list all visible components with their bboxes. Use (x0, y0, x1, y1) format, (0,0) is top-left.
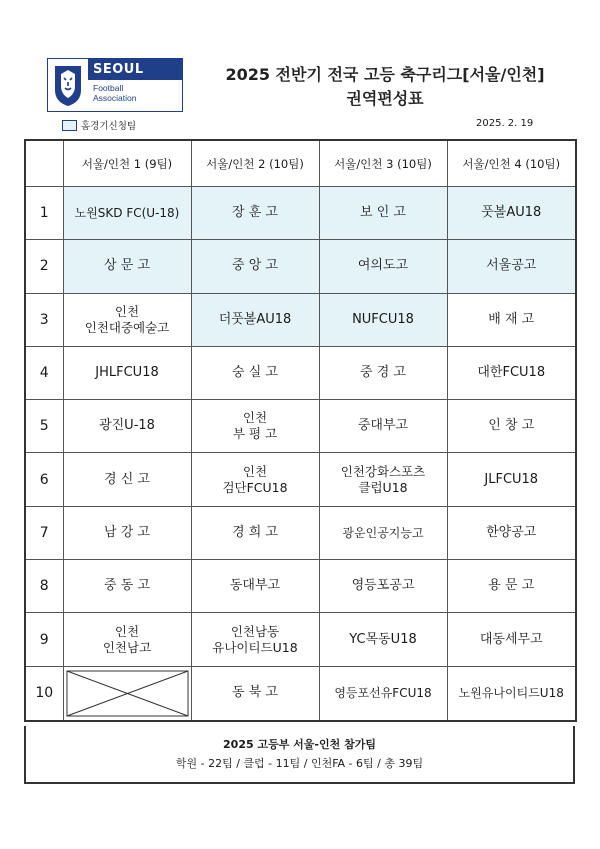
page-title: 2025 전반기 전국 고등 축구리그[서울/인천] (225, 65, 545, 84)
team-cell: 숭 실 고 (191, 346, 319, 399)
team-cell: 인천 부 평 고 (191, 400, 319, 453)
group-header: 서울/인천 3 (10팀) (319, 140, 447, 187)
team-cell: 경 신 고 (63, 453, 191, 506)
group-header: 서울/인천 4 (10팀) (447, 140, 576, 187)
team-cell: 영등포공고 (319, 560, 447, 613)
team-cell: 동대부고 (191, 560, 319, 613)
empty-slot-cross (63, 666, 191, 721)
team-cell: 대한FCU18 (447, 346, 576, 399)
team-cell: 인천 인천대중예술고 (63, 293, 191, 346)
table-row (25, 240, 576, 293)
team-cell: 대동세무고 (447, 613, 576, 666)
team-cell: 남 강 고 (63, 506, 191, 559)
team-cell: 중대부고 (319, 400, 447, 453)
row-number: 5 (25, 400, 63, 453)
seoul-fa-logo (47, 58, 183, 112)
legend-label: 홈경기신청팀 (81, 121, 137, 132)
table-row (25, 506, 576, 559)
team-cell: 영등포선유FCU18 (319, 666, 447, 721)
footer-counts: 학원 - 22팀 / 클럽 - 11팀 / 인천FA - 6팀 / 총 39팀 (175, 757, 424, 770)
logo-line2: Association (93, 93, 137, 103)
team-cell: 용 문 고 (447, 560, 576, 613)
team-cell: 인천 검단FCU18 (191, 453, 319, 506)
table-row (25, 560, 576, 613)
logo-name: SEOUL (88, 59, 182, 80)
cross-icon (64, 667, 191, 720)
header-row (25, 140, 576, 187)
team-cell: JLFCU18 (447, 453, 576, 506)
team-cell: 인 창 고 (447, 400, 576, 453)
team-cell: 중 앙 고 (191, 240, 319, 293)
team-cell: 노원유나이티드U18 (447, 666, 576, 721)
lion-emblem-icon (48, 59, 88, 111)
team-cell: JHLFCU18 (63, 346, 191, 399)
team-cell: 더풋볼AU18 (191, 293, 319, 346)
team-cell: 풋볼AU18 (447, 187, 576, 240)
home-highlight-swatch-icon (62, 120, 77, 131)
row-number: 8 (25, 560, 63, 613)
team-cell: 보 인 고 (319, 187, 447, 240)
team-cell: 인천 인천남고 (63, 613, 191, 666)
team-cell: 인천강화스포츠 클럽U18 (319, 453, 447, 506)
row-number: 3 (25, 293, 63, 346)
corner-cell (25, 140, 63, 187)
team-cell: 장 훈 고 (191, 187, 319, 240)
team-cell: 동 북 고 (191, 666, 319, 721)
footer-title: 2025 고등부 서울-인천 참가팀 (223, 738, 376, 751)
team-cell: 중 동 고 (63, 560, 191, 613)
row-number: 1 (25, 187, 63, 240)
team-cell: 노원SKD FC(U-18) (63, 187, 191, 240)
group-header: 서울/인천 2 (10팀) (191, 140, 319, 187)
row-number: 9 (25, 613, 63, 666)
league-table (24, 139, 577, 722)
logo-line1: Football (93, 83, 124, 93)
table-row (25, 453, 576, 506)
row-number: 7 (25, 506, 63, 559)
summary-footer (24, 726, 575, 784)
table-row (25, 613, 576, 666)
team-cell: NUFCU18 (319, 293, 447, 346)
row-number: 10 (25, 666, 63, 721)
table-row (25, 666, 576, 721)
team-cell: 광진U-18 (63, 400, 191, 453)
row-number: 4 (25, 346, 63, 399)
team-cell: 중 경 고 (319, 346, 447, 399)
table-row (25, 400, 576, 453)
team-cell: 배 재 고 (447, 293, 576, 346)
table-row (25, 346, 576, 399)
team-cell: 한양공고 (447, 506, 576, 559)
group-header: 서울/인천 1 (9팀) (63, 140, 191, 187)
team-cell: 광운인공지능고 (319, 506, 447, 559)
table-row (25, 187, 576, 240)
legend (62, 118, 136, 132)
team-cell: 인천남동 유나이티드U18 (191, 613, 319, 666)
row-number: 6 (25, 453, 63, 506)
page-subtitle: 권역편성표 (346, 89, 424, 108)
team-cell: 경 희 고 (191, 506, 319, 559)
document-date: 2025. 2. 19 (476, 118, 534, 129)
row-number: 2 (25, 240, 63, 293)
team-cell: 상 문 고 (63, 240, 191, 293)
team-cell: 서울공고 (447, 240, 576, 293)
table-row (25, 293, 576, 346)
team-cell: YC목동U18 (319, 613, 447, 666)
team-cell: 여의도고 (319, 240, 447, 293)
